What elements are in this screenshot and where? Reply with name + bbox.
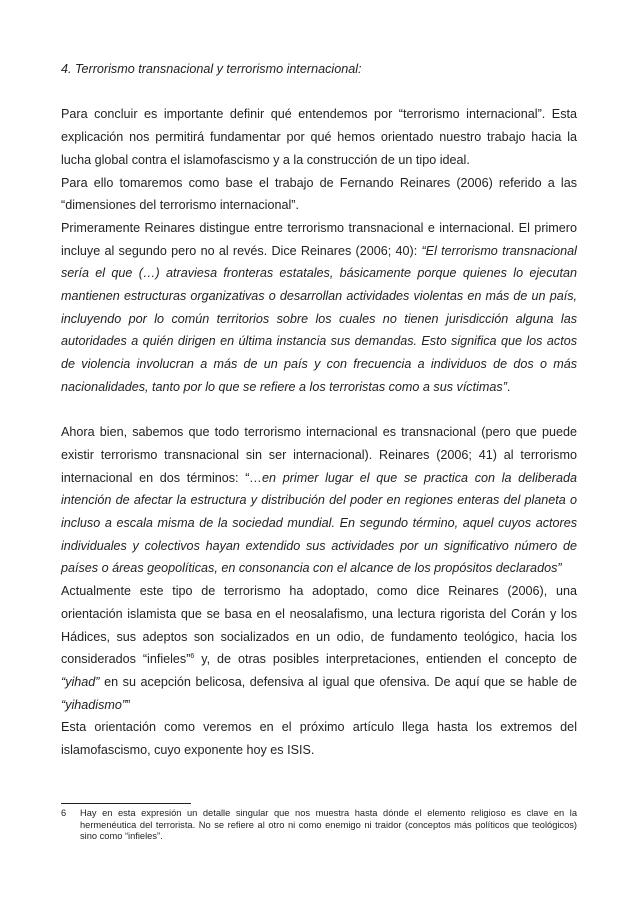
term-yihadismo: “yihadismo” bbox=[61, 697, 127, 712]
paragraph-international bbox=[61, 421, 577, 580]
paragraph-intro: Para concluir es importante definir qué entendemos por “terrorismo internacional”. Esta explicación nos permitirá fundamentar por qué hemos orientado nuestro trabajo hacia la lucha global contra el islamofascismo y a la construcción de un tipo ideal. bbox=[61, 107, 577, 167]
reinares-quote-2: …en primer lugar el que se practica con la deliberada intención de afectar la estructura y distribución del poder en regiones enteras del planeta o incluso a escala misma de la sociedad mundial. En segundo término, aquel cuyos actores individuales y colectivos hayan extendido sus actividades por un significativo número de países o áreas geopolíticas, en consonancia con el alcance de los propósitos declarados” bbox=[61, 470, 577, 576]
term-yihad: “yihad” bbox=[61, 674, 100, 689]
paragraph-islamist-mid2: en su acepción belicosa, defensiva al igual que ofensiva. De aquí que se hable de bbox=[99, 674, 577, 689]
section-heading bbox=[61, 58, 577, 81]
paragraph-transnational-lead: Primeramente Reinares distingue entre terrorismo transnacional e internacional. El primero incluye al segundo pero no al revés. Dice Reinares (2006; 40): bbox=[61, 220, 577, 258]
section-heading-colon: : bbox=[358, 62, 362, 76]
paragraph-transnational-end: . bbox=[506, 379, 511, 394]
footnote-text: Hay en esta expresión un detalle singular que nos muestra hasta dónde el elemento religioso es clave en la hermenéutica del terrorista. No se refiere al otro ni como enemigo ni traidor (conceptos más políticos que teológicos) sino como “infieles”. bbox=[80, 808, 577, 842]
footnote-separator bbox=[61, 803, 191, 804]
section-heading-text: 4. Terrorismo transnacional y terrorismo internacional bbox=[61, 62, 359, 76]
body-text bbox=[61, 58, 577, 762]
paragraph-international-lead: Ahora bien, sabemos que todo terrorismo internacional es transnacional (pero que puede existir terrorismo transnacional sin ser internacional). Reinares (2006; 41) al terrorismo internacional en dos términos: “ bbox=[61, 425, 577, 485]
paragraph-islamist bbox=[61, 580, 577, 716]
reinares-quote-1: “El terrorismo transnacional sería el que (…) atraviesa fronteras estatales, básicamente porque quienes lo ejecutan mantienen estructuras organizativas o desarrollan actividades violentas en más de un país, incluyendo por lo común territorios sobre los cuales no tienen jurisdicción alguna las autoridades a quién dirigen en última instancia sus demandas. Esto significa que los actos de violencia involucran a más de un país y con frecuencia a individuos de dos o más nacionalidades, tanto por lo que se refiere a los terroristas como a sus víctimas” bbox=[61, 243, 577, 394]
paragraph-basis: Para ello tomaremos como base el trabajo de Fernando Reinares (2006) referido a las “dimensiones del terrorismo internacional”. bbox=[61, 175, 577, 213]
footnote-reference[interactable]: 6 bbox=[190, 653, 195, 661]
paragraph-islamist-end: ” bbox=[126, 697, 131, 712]
paragraph-transnational bbox=[61, 217, 577, 399]
paragraph-islamist-mid: y, de otras posibles interpretaciones, entienden el concepto de bbox=[194, 652, 578, 667]
footnote-number: 6 bbox=[61, 808, 67, 818]
paragraph-conclusion: Esta orientación como veremos en el próximo artículo llega hasta los extremos del islamofascismo, cuyo exponente hoy es ISIS. bbox=[61, 720, 577, 758]
footnote bbox=[61, 808, 577, 843]
paragraph-islamist-lead: Actualmente este tipo de terrorismo ha adoptado, como dice Reinares (2006), una orientación islamista que se basa en el neosalafismo, una lectura rigorista del Corán y los Hádices, sus adeptos son socializados en un odio, de fundamento teológico, hacia los considerados “infieles” bbox=[61, 584, 577, 667]
